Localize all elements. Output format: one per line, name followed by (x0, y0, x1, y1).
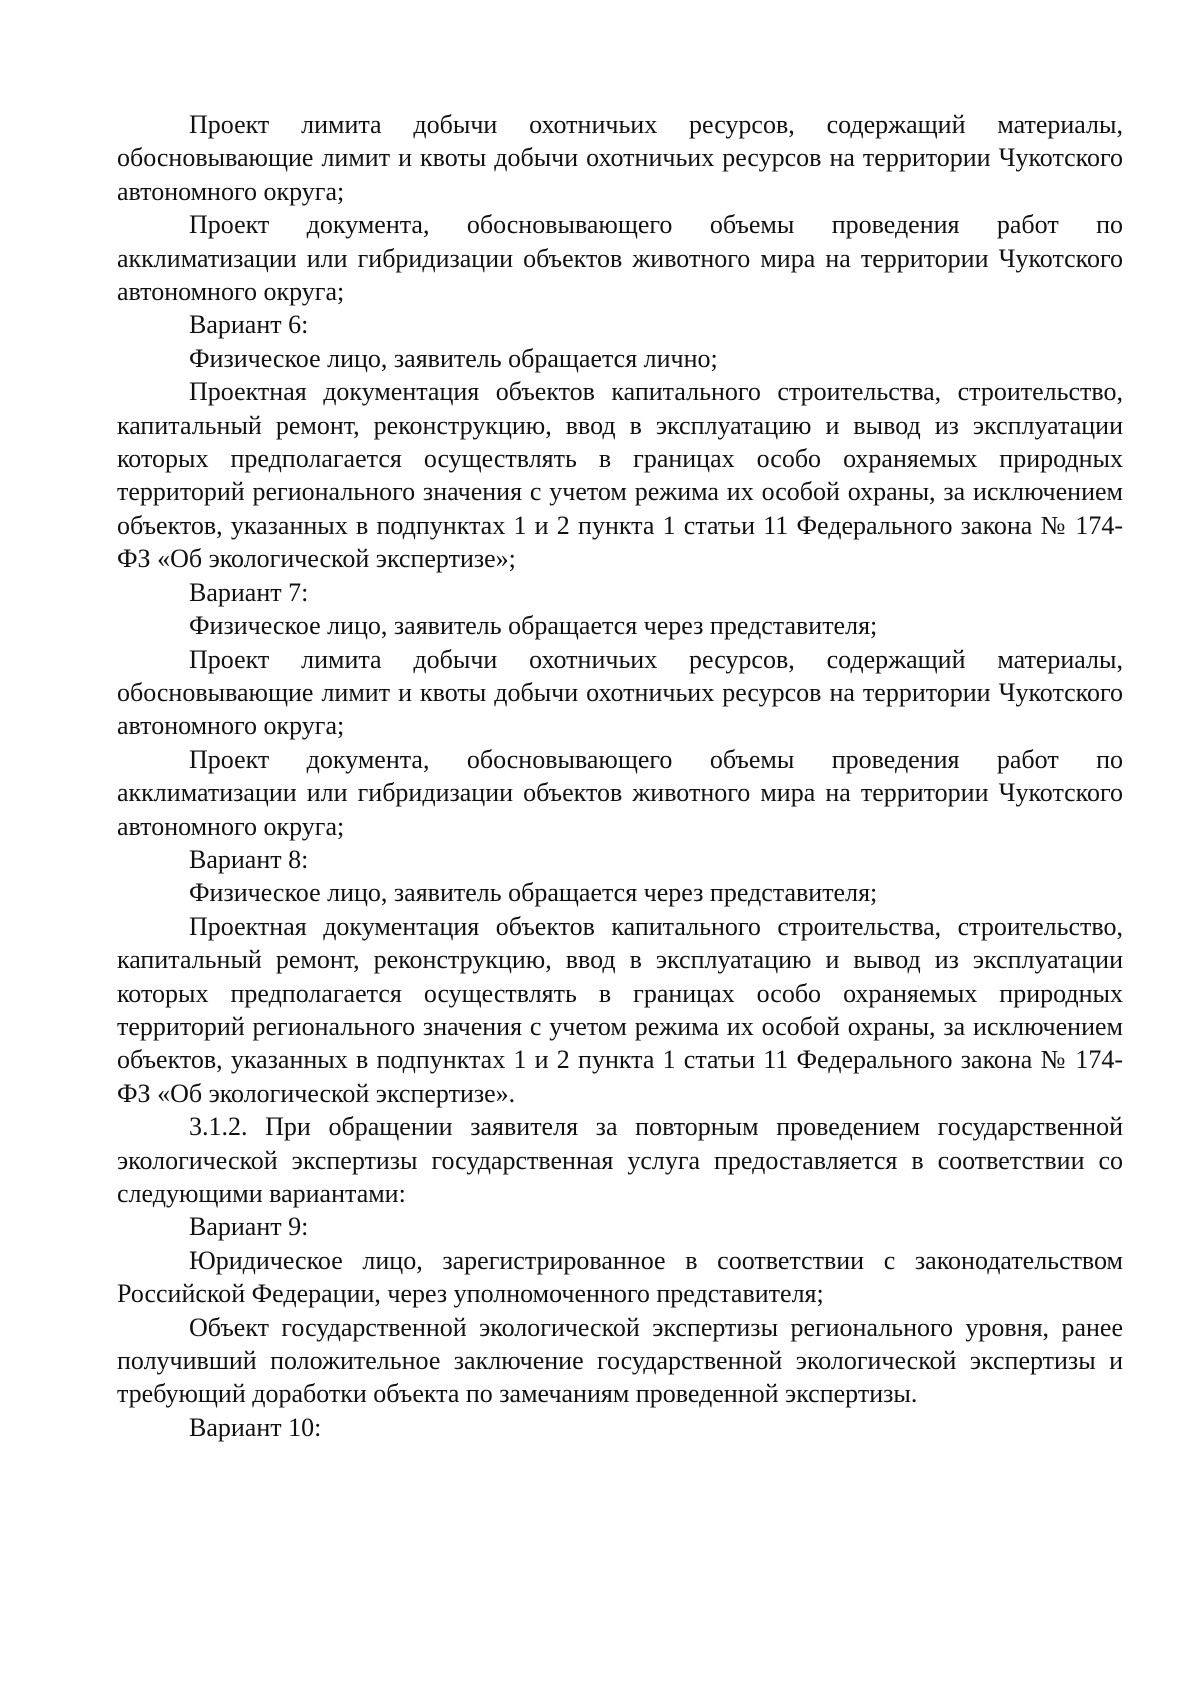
section-3-1-2: 3.1.2. При обращении заявителя за повторным проведением государственной экологической экспертизы государственная услуга предоставляется в соответствии со следующими вариантами: (117, 1112, 1123, 1208)
variant-9-heading: Вариант 9: (189, 1212, 309, 1242)
variant-10-heading: Вариант 10: (189, 1412, 322, 1442)
document-page (117, 108, 1123, 1444)
variant-6-heading: Вариант 6: (189, 310, 309, 340)
variant-7-heading: Вариант 7: (189, 577, 309, 607)
paragraph-hunting-limit-2: Проект лимита добычи охотничьих ресурсов, содержащий материалы, обосновывающие лимит и квоты добычи охотничьих ресурсов на территории Чукотского автономного округа; (117, 644, 1123, 741)
paragraph-applicant-representative-2: Физическое лицо, заявитель обращается через представителя; (189, 878, 878, 908)
paragraph-project-documentation-2: Проектная документация объектов капитального строительства, строительство, капитальный ремонт, реконструкцию, ввод в эксплуатацию и вывод из эксплуатации которых предполагается осуществлять в границах особо охраняемых природных территорий регионального значения с учетом режима их особой охраны, за исключением объектов, указанных в подпунктах 1 и 2 пункта 1 статьи 11 Федерального закона № 174-ФЗ «Об экологической экспертизе». (117, 911, 1123, 1108)
paragraph-acclimatization-1: Проект документа, обосновывающего объемы проведения работ по акклиматизации или гибридизации объектов животного мира на территории Чукотского автономного округа; (117, 210, 1123, 307)
paragraph-acclimatization-2: Проект документа, обосновывающего объемы проведения работ по акклиматизации или гибридизации объектов животного мира на территории Чукотского автономного округа; (117, 744, 1123, 841)
paragraph-hunting-limit-1: Проект лимита добычи охотничьих ресурсов, содержащий материалы, обосновывающие лимит и квоты добычи охотничьих ресурсов на территории Чукотского автономного округа; (117, 110, 1123, 206)
variant-8-heading: Вариант 8: (189, 844, 309, 874)
paragraph-applicant-in-person: Физическое лицо, заявитель обращается лично; (189, 343, 718, 373)
paragraph-applicant-representative-1: Физическое лицо, заявитель обращается через представителя; (189, 611, 878, 641)
paragraph-expertise-object: Объект государственной экологической экспертизы регионального уровня, ранее получивший положительное заключение государственной экологической экспертизы и требующий доработки объекта по замечаниям проведенной экспертизы. (117, 1312, 1123, 1409)
paragraph-project-documentation-1: Проектная документация объектов капитального строительства, строительство, капитальный ремонт, реконструкцию, ввод в эксплуатацию и вывод из эксплуатации которых предполагается осуществлять в границах особо охраняемых природных территорий регионального значения с учетом режима их особой охраны, за исключением объектов, указанных в подпунктах 1 и 2 пункта 1 статьи 11 Федерального закона № 174-ФЗ «Об экологической экспертизе»; (117, 377, 1123, 574)
paragraph-legal-entity: Юридическое лицо, зарегистрированное в соответствии с законодательством Российской Федерации, через уполномоченного представителя; (117, 1245, 1123, 1309)
